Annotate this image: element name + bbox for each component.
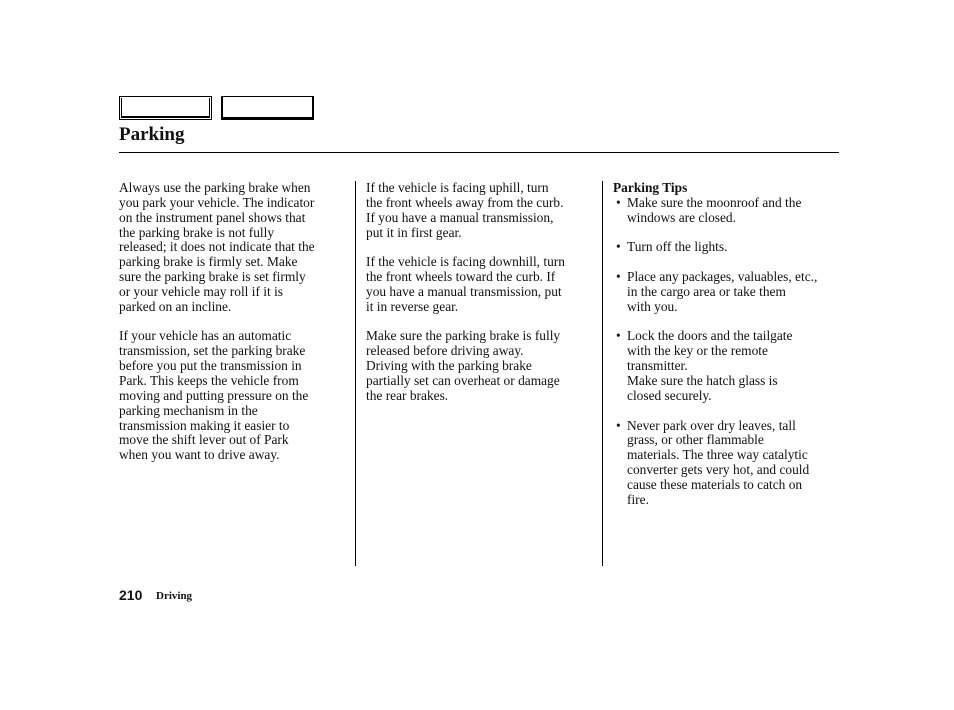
section-name: Driving: [156, 590, 193, 602]
bullet-icon: •: [616, 417, 621, 433]
tip-text: Place any packages, valuables, etc., in the cargo area or take them with you.: [627, 269, 818, 314]
text-column-2: [366, 181, 598, 404]
column-divider-1: [355, 181, 356, 566]
parking-tips-heading: Parking Tips: [613, 180, 688, 195]
column-divider-2: [602, 181, 603, 566]
page-title: Parking: [119, 124, 185, 145]
paragraph-release-brake: Make sure the parking brake is fully released before driving away. Driving with the parking brake partially set can overheat or damage the rear brakes.: [366, 328, 561, 403]
tip-text: Never park over dry leaves, tall grass, or other flammable materials. The three way catalytic converter gets very hot, and could cause these materials to catch on fire.: [627, 417, 810, 507]
nav-tab-box-2[interactable]: [221, 96, 314, 120]
text-column-1: [119, 181, 351, 463]
bullet-icon: •: [616, 239, 621, 255]
paragraph-uphill: If the vehicle is facing uphill, turn the front wheels away from the curb. If you have a manual transmission, put it in first gear.: [366, 180, 564, 240]
title-rule: [119, 152, 839, 153]
bullet-icon: •: [616, 194, 621, 210]
tip-text: Turn off the lights.: [627, 239, 728, 255]
bullet-icon: •: [616, 269, 621, 285]
list-item: [613, 329, 848, 403]
list-item: [613, 196, 848, 226]
list-item: [613, 240, 848, 255]
paragraph-parking-brake: Always use the parking brake when you park your vehicle. The indicator on the instrument panel shows that the parking brake is not fully released; it does not indicate that the parking brake is firmly set. Make sure the parking brake is set firmly or your vehicle may roll if it is parked on an incline.: [119, 180, 315, 314]
paragraph-automatic-transmission: If your vehicle has an automatic transmission, set the parking brake before you put the transmission in Park. This keeps the vehicle from moving and putting pressure on the parking mechanism in the transmission making it easier to move the shift lever out of Park when you want to drive away.: [119, 328, 309, 463]
tip-text: Make sure the moonroof and the windows are closed.: [627, 194, 802, 225]
paragraph-downhill: If the vehicle is facing downhill, turn the front wheels toward the curb. If you have a manual transmission, put it in reverse gear.: [366, 254, 565, 314]
nav-tab-box-1[interactable]: [119, 96, 212, 120]
bullet-icon: •: [616, 328, 621, 344]
list-item: [613, 270, 848, 315]
tip-text: Lock the doors and the tailgate with the key or the remote transmitter. Make sure the hatch glass is closed securely.: [627, 328, 793, 403]
page-number: 210: [119, 587, 143, 603]
text-column-3: [613, 181, 848, 508]
list-item: [613, 419, 848, 508]
